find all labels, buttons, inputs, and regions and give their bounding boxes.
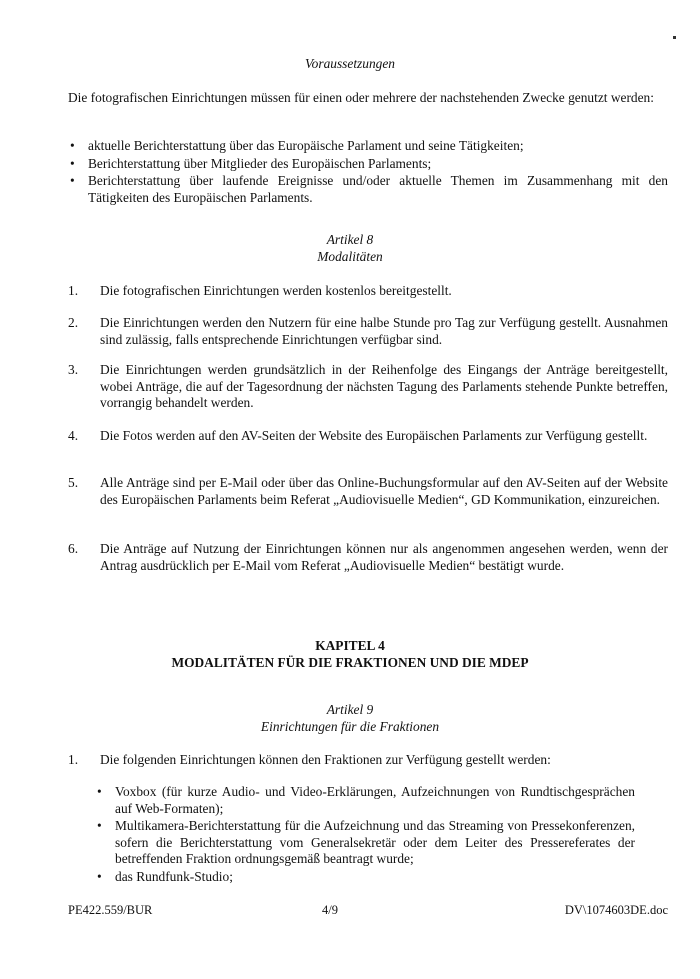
chapter-4-label: KAPITEL 4: [315, 638, 385, 653]
item-number: 2.: [68, 315, 79, 330]
article-8-item-2: [68, 315, 668, 348]
item-number: 6.: [68, 541, 79, 556]
bullet-icon: •: [70, 155, 75, 171]
item-number: 4.: [68, 428, 79, 443]
bullet-icon: •: [97, 784, 102, 799]
article-9-item-1: [68, 752, 668, 769]
bullet-icon: •: [97, 818, 102, 833]
article-8-item-6: [68, 541, 668, 574]
article-8-number: Artikel 8: [326, 232, 374, 247]
item-text: Die fotografischen Einrichtungen werden kostenlos bereitgestellt.: [100, 283, 452, 298]
list-item: • Berichterstattung über Mitglieder des Europäischen Parlaments;: [70, 155, 432, 171]
footer-reference: PE422.559/BUR: [68, 903, 153, 917]
item-number: 1.: [68, 752, 79, 767]
list-item: • das Rundfunk-Studio;: [97, 868, 233, 884]
item-text: Die Einrichtungen werden grundsätzlich in der Reihenfolge des Eingangs der Anträge bereitgestellt, wobei Anträge, die auf der Tagesordnung der nächsten Tagung des Parlaments stehende Punkte betreffen, vorrangig behandelt werden.: [100, 362, 668, 410]
bullet-icon: •: [70, 138, 75, 153]
article-9-bullet-list: [95, 784, 635, 886]
article-8-item-5: [68, 475, 668, 508]
article-8-item-1: [68, 283, 668, 300]
bullet-icon: •: [97, 868, 102, 884]
item-text: Die Anträge auf Nutzung der Einrichtungen können nur als angenommen angesehen werden, wenn der Antrag ausdrücklich per E-Mail vom Referat „Audiovisuelle Medien“ bestätigt wurde.: [100, 541, 668, 573]
list-item: • Berichterstattung über laufende Ereignisse und/oder aktuelle Themen im Zusammenhang mit den Tätigkeiten des Europäischen Parlaments.: [70, 173, 668, 205]
article-9-number: Artikel 9: [326, 702, 374, 717]
article-9-title: Einrichtungen für die Fraktionen: [260, 719, 440, 734]
list-item: • Voxbox (für kurze Audio- und Video-Erklärungen, Aufzeichnungen von Rundtischgesprächen auf Web-Formaten);: [97, 784, 635, 816]
item-number: 3.: [68, 362, 79, 377]
footer-filename: DV\1074603DE.doc: [564, 903, 668, 917]
item-text: Die Einrichtungen werden den Nutzern für eine halbe Stunde pro Tag zur Verfügung gestellt. Ausnahmen sind zulässig, falls entsprechende Einrichtungen verfügbar sind.: [100, 315, 668, 347]
item-text: Die Fotos werden auf den AV-Seiten der Website des Europäischen Parlaments zur Verfügung gestellt.: [100, 428, 648, 443]
prereq-bullet-list: [68, 138, 668, 207]
article-8-item-4: [68, 428, 668, 445]
footer-page-number: 4/9: [322, 903, 338, 917]
item-text: Alle Anträge sind per E-Mail oder über das Online-Buchungsformular auf den AV-Seiten auf der Website des Europäischen Parlaments beim Referat „Audiovisuelle Medien“, GD Kommunikation, einzureichen.: [100, 475, 668, 507]
list-item: • Multikamera-Berichterstattung für die Aufzeichnung und das Streaming von Pressekonferenzen, sofern die Berichterstattung vom Generalsekretär oder dem Leiter des Pressereferates der betreffenden Fraktion ordnungsgemäß beantragt wurde;: [97, 818, 635, 866]
article-8-title: Modalitäten: [317, 249, 383, 264]
bullet-icon: •: [70, 173, 75, 188]
item-text: Die folgenden Einrichtungen können den Fraktionen zur Verfügung gestellt werden:: [100, 752, 551, 767]
intro-paragraph: Die fotografischen Einrichtungen müssen für einen oder mehrere der nachstehenden Zwecke genutzt werden:: [68, 90, 654, 105]
section-heading-voraussetzungen: Voraussetzungen: [304, 56, 395, 71]
list-item: • aktuelle Berichterstattung über das Europäische Parlament und seine Tätigkeiten;: [70, 138, 524, 153]
item-number: 5.: [68, 475, 79, 490]
article-8-item-3: [68, 362, 668, 412]
item-number: 1.: [68, 283, 79, 298]
chapter-4-title: MODALITÄTEN FÜR DIE FRAKTIONEN UND DIE MDEP: [171, 655, 529, 670]
scan-mark: [673, 36, 676, 39]
